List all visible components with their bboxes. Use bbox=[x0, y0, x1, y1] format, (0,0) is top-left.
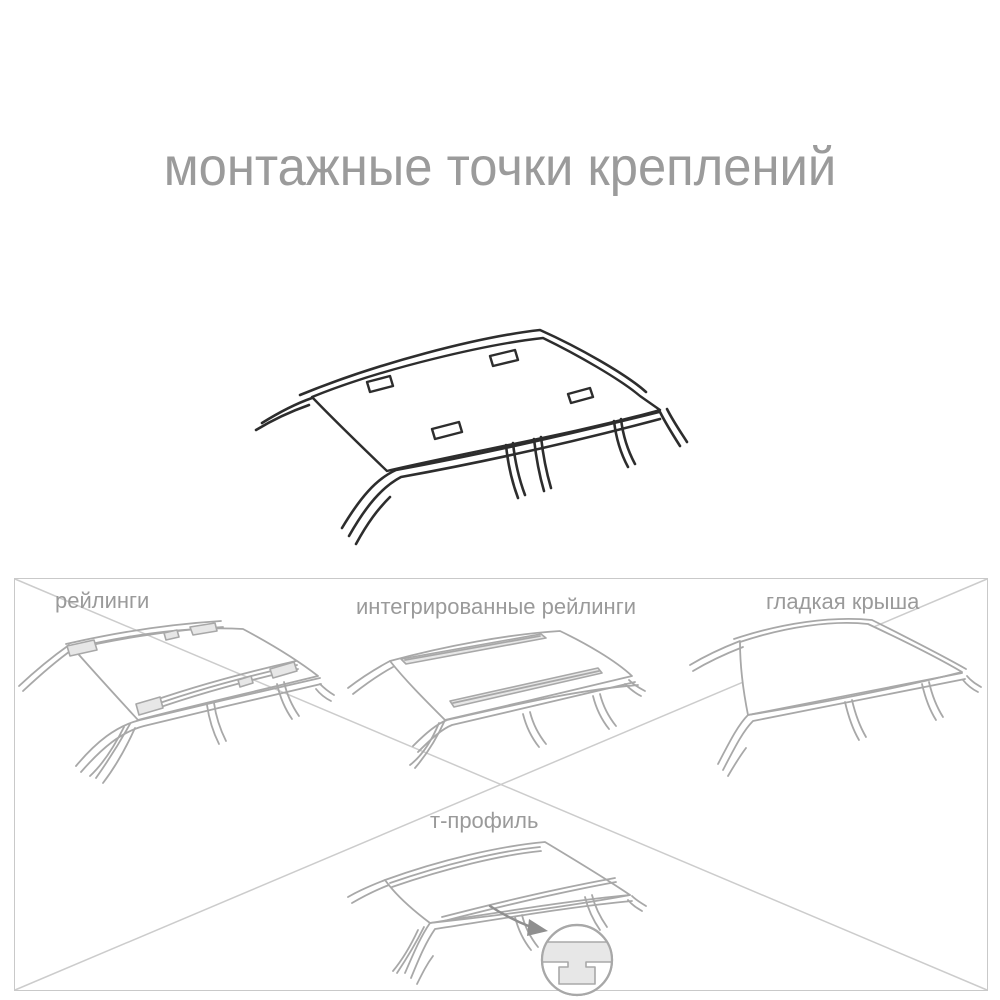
roof-outline-icon bbox=[300, 330, 660, 471]
a-pillar-icon bbox=[348, 661, 393, 694]
a-pillar-icon bbox=[348, 880, 389, 903]
door-pillars-icon bbox=[207, 682, 334, 744]
label-t-profile: т-профиль bbox=[430, 808, 539, 833]
label-integrated-rails: интегрированные рейлинги bbox=[356, 594, 637, 619]
a-pillar-icon bbox=[256, 398, 312, 430]
page-title: монтажные точки креплений bbox=[163, 137, 837, 197]
t-profile-magnifier-icon bbox=[535, 925, 619, 995]
far-rail-icon bbox=[66, 621, 223, 656]
smooth-roof-illustration bbox=[690, 613, 988, 798]
label-rails: рейлинги bbox=[55, 588, 150, 613]
label-smooth-roof: гладкая крыша bbox=[766, 589, 920, 614]
integrated-rails-illustration bbox=[345, 628, 665, 813]
t-profile-illustration bbox=[305, 828, 695, 1000]
main-roof-illustration bbox=[238, 323, 698, 563]
rails-illustration bbox=[18, 618, 343, 808]
a-pillar-icon bbox=[690, 641, 743, 671]
a-pillar-icon bbox=[19, 645, 73, 691]
